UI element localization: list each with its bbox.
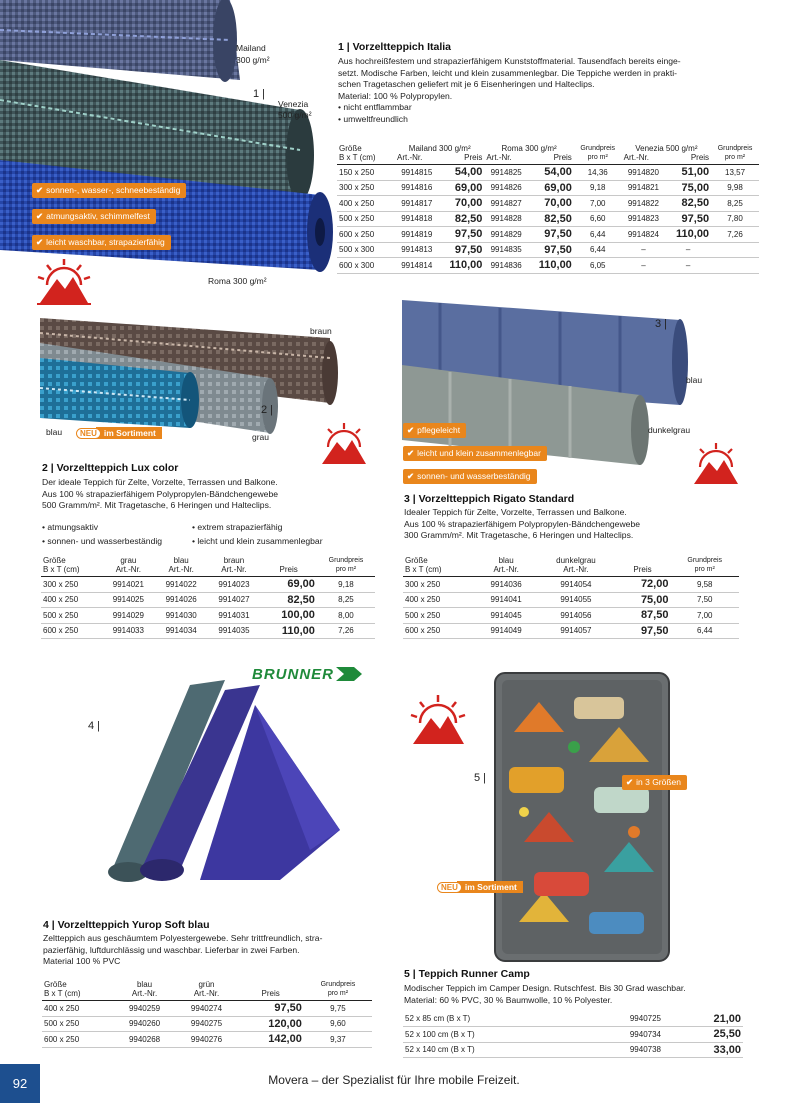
page-number: 92 (12, 1076, 28, 1091)
new-in-range-badge: NEU im Sortiment (76, 426, 162, 440)
feature-badge: ✔ in 3 Größen (622, 775, 687, 790)
label-venezia-weight: 500 g/m² (278, 110, 312, 120)
table-row: 300 x 250 9914021 9914022 9914023 69,00 9,18 (41, 577, 375, 593)
price-table-5 (403, 1011, 743, 1058)
table-row: 600 x 250 9914033 9914034 9914035 110,00 7,26 (41, 623, 375, 639)
label-braun: braun (310, 326, 332, 336)
feature-item: • sonnen- und wasserbeständig (42, 536, 163, 546)
table-row: 52 x 85 cm (B x T) 9940725 21,00 (405, 1012, 741, 1025)
product-description-4: Zeltteppich aus geschäumtem Polyestergewebe. Sehr trittfreundlich, stra- pazierfähig, luftdurchlässig und waschbar. Lieferbar in zwei Farben. Material 100 % PVC (43, 933, 323, 966)
table-row: 300 x 250 9914036 9914054 72,00 9,58 (403, 577, 739, 593)
product-number-4: 4 | (88, 720, 101, 732)
feature-item: • atmungsaktiv (42, 522, 99, 532)
price-table-1: Größe B x T (cm) Mailand 300 g/m² Art.-Nr. Preis Roma 300 g/m² Art.-Nr. Preis Grundpreis pro m² Venezia 500 g/m² Art.-Nr. Preis Grundpreis pro m² 150 x 250 9914815 54,00 9914825 54,00 14,36 9914820 51,00 13,57 300 x 250 9914816 69,00 9914826 69,00 9,18 9914821 75,00 9,98 400 x 250 9914817 70,00 9914827 70,00 7,00 9914822 82,50 8,25 500 x 250 9914818 82,50 9914828 82,50 6,60 9914823 97,50 7,80 600 x 250 9914819 97,50 9914829 97,50 6,44 9914824 110,00 7,26 500 x 300 9914813 97,50 9914835 97,50 6,44 – – 600 x 300 9914814 110,00 9914836 110,00 6,05 – – (337, 144, 759, 274)
product-number-3: 3 | (655, 318, 668, 330)
sun-logo-icon (408, 692, 468, 748)
table-row: 600 x 300 9914814 110,00 9914836 110,00 6,05 – – (337, 258, 759, 274)
price-table-3: Größe B x T (cm) blau Art.-Nr. dunkelgrau Art.-Nr. Preis Grundpreis pro m² 300 x 250 9914036 9914054 72,00 9,58 400 x 250 9914041 9914055 75,00 7,50 500 x 250 9914045 9914056 87,50 7,00 600 x 250 9914049 9914057 97,50 6,44 (403, 556, 739, 639)
sun-logo-icon (318, 420, 370, 468)
product-number-2: 2 | (261, 404, 274, 416)
label-roma: Roma 300 g/m² (208, 276, 267, 286)
sun-logo-icon (35, 255, 93, 307)
product-description-2: Der ideale Teppich für Zelte, Vorzelte, Terrassen und Balkone. Aus 100 % strapazierfähigem Polypropylen-Bändchengewebe 500 Gramm/m². Mit Tragetasche, 6 Heringen und Halteclips. (42, 477, 278, 510)
feature-badge: ✔ sonnen-, wasser-, schneebeständig (32, 183, 186, 198)
label-blau: blau (46, 427, 63, 437)
price-table-4: Größe B x T (cm) blau Art.-Nr. grün Art.-Nr. Preis Grundpreis pro m² 400 x 250 9940259 9940274 97,50 9,75 500 x 250 9940260 9940275 120,00 9,60 600 x 250 9940268 9940276 142,00 9,37 (42, 980, 372, 1048)
product-description-3: Idealer Teppich für Zelte, Vorzelte, Terrassen und Balkone. Aus 100 % strapazierfähigem Polypropylen-Bändchengewebe 300 Gramm/m². Mit Tragetasche, 6 Heringen und Halteclips. (404, 507, 640, 540)
sun-logo-icon (690, 440, 742, 488)
feature-badge: ✔ atmungsaktiv, schimmelfest (32, 209, 156, 224)
feature-item: • leicht und klein zusammenlegbar (192, 536, 323, 546)
product-title-2: 2 | Vorzeltteppich Lux color (42, 462, 179, 474)
feature-item: • extrem strapazierfähig (192, 522, 283, 532)
table-row: 500 x 250 9914045 9914056 87,50 7,00 (403, 608, 739, 624)
feature-badge: ✔ pflegeleicht (403, 423, 466, 438)
table-row: 400 x 250 9914041 9914055 75,00 7,50 (403, 592, 739, 608)
product-title-1: 1 | Vorzeltteppich Italia (338, 41, 452, 53)
table-row: 500 x 300 9914813 97,50 9914835 97,50 6,44 – – (337, 242, 759, 258)
label-mailand: Mailand (236, 43, 266, 53)
product-number-1: 1 | (253, 88, 266, 100)
table-row: 500 x 250 9940260 9940275 120,00 9,60 (42, 1016, 372, 1032)
feature-badge: ✔ leicht und klein zusammenlegbar (403, 446, 547, 461)
label-grau: grau (252, 432, 270, 442)
table-row: 150 x 250 9914815 54,00 9914825 54,00 14,36 9914820 51,00 13,57 (337, 165, 759, 181)
label-venezia: Venezia (278, 99, 309, 109)
table-row: 600 x 250 9940268 9940276 142,00 9,37 (42, 1032, 372, 1048)
table-row: 600 x 250 9914819 97,50 9914829 97,50 6,44 9914824 110,00 7,26 (337, 227, 759, 243)
table-row: 52 x 140 cm (B x T) 9940738 33,00 (405, 1043, 741, 1056)
table-row: 400 x 250 9914025 9914026 9914027 82,50 8,25 (41, 592, 375, 608)
table-row: 400 x 250 9914817 70,00 9914827 70,00 7,00 9914822 82,50 8,25 (337, 196, 759, 212)
table-row: 400 x 250 9940259 9940274 97,50 9,75 (42, 1001, 372, 1017)
table-row: 600 x 250 9914049 9914057 97,50 6,44 (403, 623, 739, 639)
yurop-soft-rolls-image (40, 680, 350, 895)
feature-badge: ✔ sonnen- und wasserbeständig (403, 469, 537, 484)
lux-color-rolls-image (40, 318, 340, 443)
label-mailand-weight: 300 g/m² (236, 55, 270, 65)
product-title-5: 5 | Teppich Runner Camp (404, 968, 530, 980)
label-dunkelgrau: dunkelgrau (648, 425, 691, 435)
product-title-3: 3 | Vorzeltteppich Rigato Standard (404, 493, 575, 505)
label-blau-3: blau (686, 375, 703, 385)
runner-camp-mat-image (494, 672, 670, 962)
table-row: 300 x 250 9914816 69,00 9914826 69,00 9,18 9914821 75,00 9,98 (337, 180, 759, 196)
page-footer: Movera – der Spezialist für Ihre mobile Freizeit. (268, 1073, 520, 1087)
table-row: 500 x 250 9914029 9914030 9914031 100,00 8,00 (41, 608, 375, 624)
product-description-1: Aus hochreißfestem und strapazierfähigem Kunststoffmaterial. Tausendfach bereits einge- setzt. Modische Farben, leicht und klein zusammenlegbar. Die Teppiche werden in prakti- schen Tragetaschen geliefert mit je 6 Eisenheringen und Halteclips. Material: 100 % Polypropylen. • nicht entflammbar • umweltfreundlich (338, 56, 681, 124)
price-table-2: Größe B x T (cm) grau Art.-Nr. blau Art.-Nr. braun Art.-Nr. Preis Grundpreis pro m² 300 x 250 9914021 9914022 9914023 69,00 9,18 400 x 250 9914025 9914026 9914027 82,50 8,25 500 x 250 9914029 9914030 9914031 100,00 8,00 600 x 250 9914033 9914034 9914035 110,00 7,26 (41, 556, 375, 639)
table-row: 500 x 250 9914818 82,50 9914828 82,50 6,60 9914823 97,50 7,80 (337, 211, 759, 227)
brunner-logo: BRUNNER (252, 665, 364, 683)
product-title-4: 4 | Vorzeltteppich Yurop Soft blau (43, 919, 210, 931)
product-description-5: Modischer Teppich im Camper Design. Rutschfest. Bis 30 Grad waschbar. Material: 60 % PVC, 30 % Baumwolle, 10 % Polyester. (404, 983, 686, 1005)
table-row: 52 x 100 cm (B x T) 9940734 25,50 (405, 1028, 741, 1041)
product-number-5: 5 | (474, 772, 487, 784)
feature-badge: ✔ leicht waschbar, strapazierfähig (32, 235, 171, 250)
new-in-range-badge: NEU im Sortiment (437, 880, 523, 894)
